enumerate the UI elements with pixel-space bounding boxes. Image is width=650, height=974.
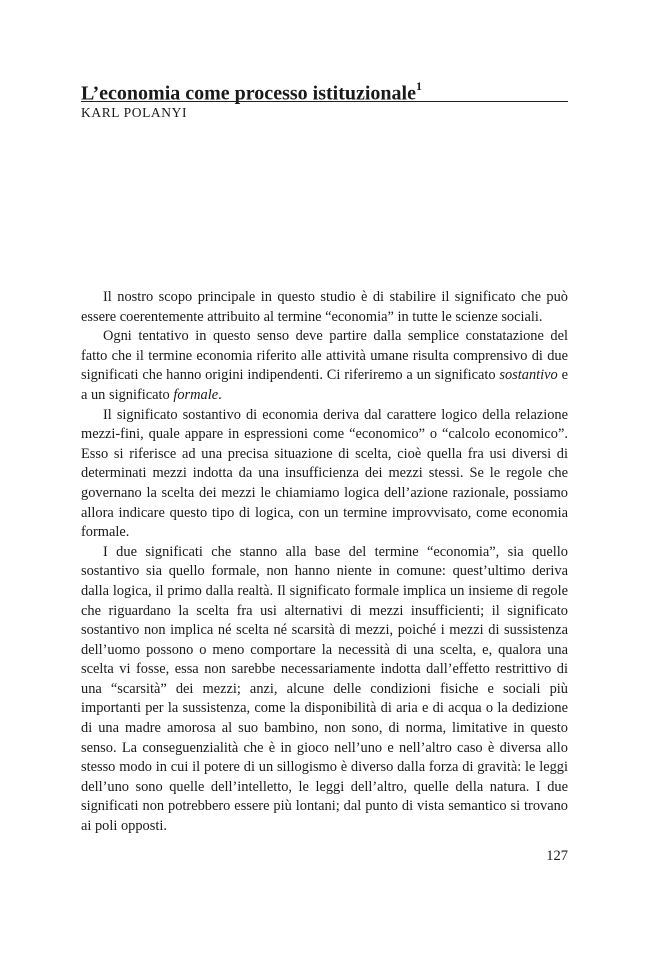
chapter-title-text: L’economia come processo istituzionale: [81, 82, 416, 105]
emphasis-formale: formale: [173, 386, 219, 403]
title-rule: [81, 101, 568, 102]
paragraph-1: Il nostro scopo principale in questo studio è di stabilire il significato che può essere coerentemente attribuito al termine “economia” in tutte le scienze sociali.: [81, 289, 568, 325]
paragraph-2-text-b: e a un significato: [81, 367, 568, 403]
paragraph-2-text-a: Ogni tentativo in questo senso deve partire dalla semplice constatazione del fatto che il termine economia riferito alle attività umane risulta comprensivo di due significati che hanno origini indipendenti. Ci riferiremo a un significato: [81, 328, 568, 384]
paragraph-2: [81, 327, 568, 405]
page-number: 127: [546, 848, 568, 864]
author-name: KARL POLANYI: [81, 105, 188, 120]
paragraph-2-text-c: .: [218, 386, 222, 403]
body-text: [81, 288, 568, 837]
footnote-marker[interactable]: 1: [415, 79, 422, 93]
emphasis-sostantivo: sostantivo: [499, 367, 558, 384]
paragraph-4: I due significati che stanno alla base del termine “economia”, sia quello sostantivo sia quello formale, non hanno niente in comune: quest’ultimo deriva dalla logica, il primo dalla realtà. Il significato formale implica un insieme di regole che riguardano la scelta fra usi alternativi di mezzi insufficienti; il significato sostantivo non implica né scelta né scarsità di mezzi, poiché i mezzi di sussistenza dell’uomo possono o meno comportare la necessità di una scelta, e, qualora una scelta vi fosse, essa non sarebbe necessariamente indotta dall’effetto restrittivo di una “scarsità” dei mezzi; anzi, alcune delle condizioni fisiche e sociali più importanti per la sussistenza, come la disponibilità di aria e di acqua o la dedizione di una madre amorosa al suo bambino, non sono, di norma, limitative in questo senso. La conseguenzialità che è in gioco nell’uno e nell’altro caso è diversa allo stesso modo in cui il potere di un sillogismo è diverso dalla forza di gravità: le leggi dell’uno sono quelle dell’intelletto, le leggi dell’altro, quelle della natura. I due significati non potrebbero essere più lontani; dal punto di vista semantico si trovano ai poli opposti.: [81, 543, 568, 835]
paragraph-3: Il significato sostantivo di economia deriva dal carattere logico della relazione mezzi-fini, quale appare in espressioni come “economico” o “calcolo economico”. Esso si riferisce ad una precisa situazione di scelta, cioè quella fra usi diversi di determinati mezzi indotta da una insufficienza dei mezzi stessi. Se le regole che governano la scelta dei mezzi le chiamiamo logica dell’azione razionale, possiamo allora indicare questo tipo di logica, con un termine improvvisato, come economia formale.: [81, 406, 568, 541]
